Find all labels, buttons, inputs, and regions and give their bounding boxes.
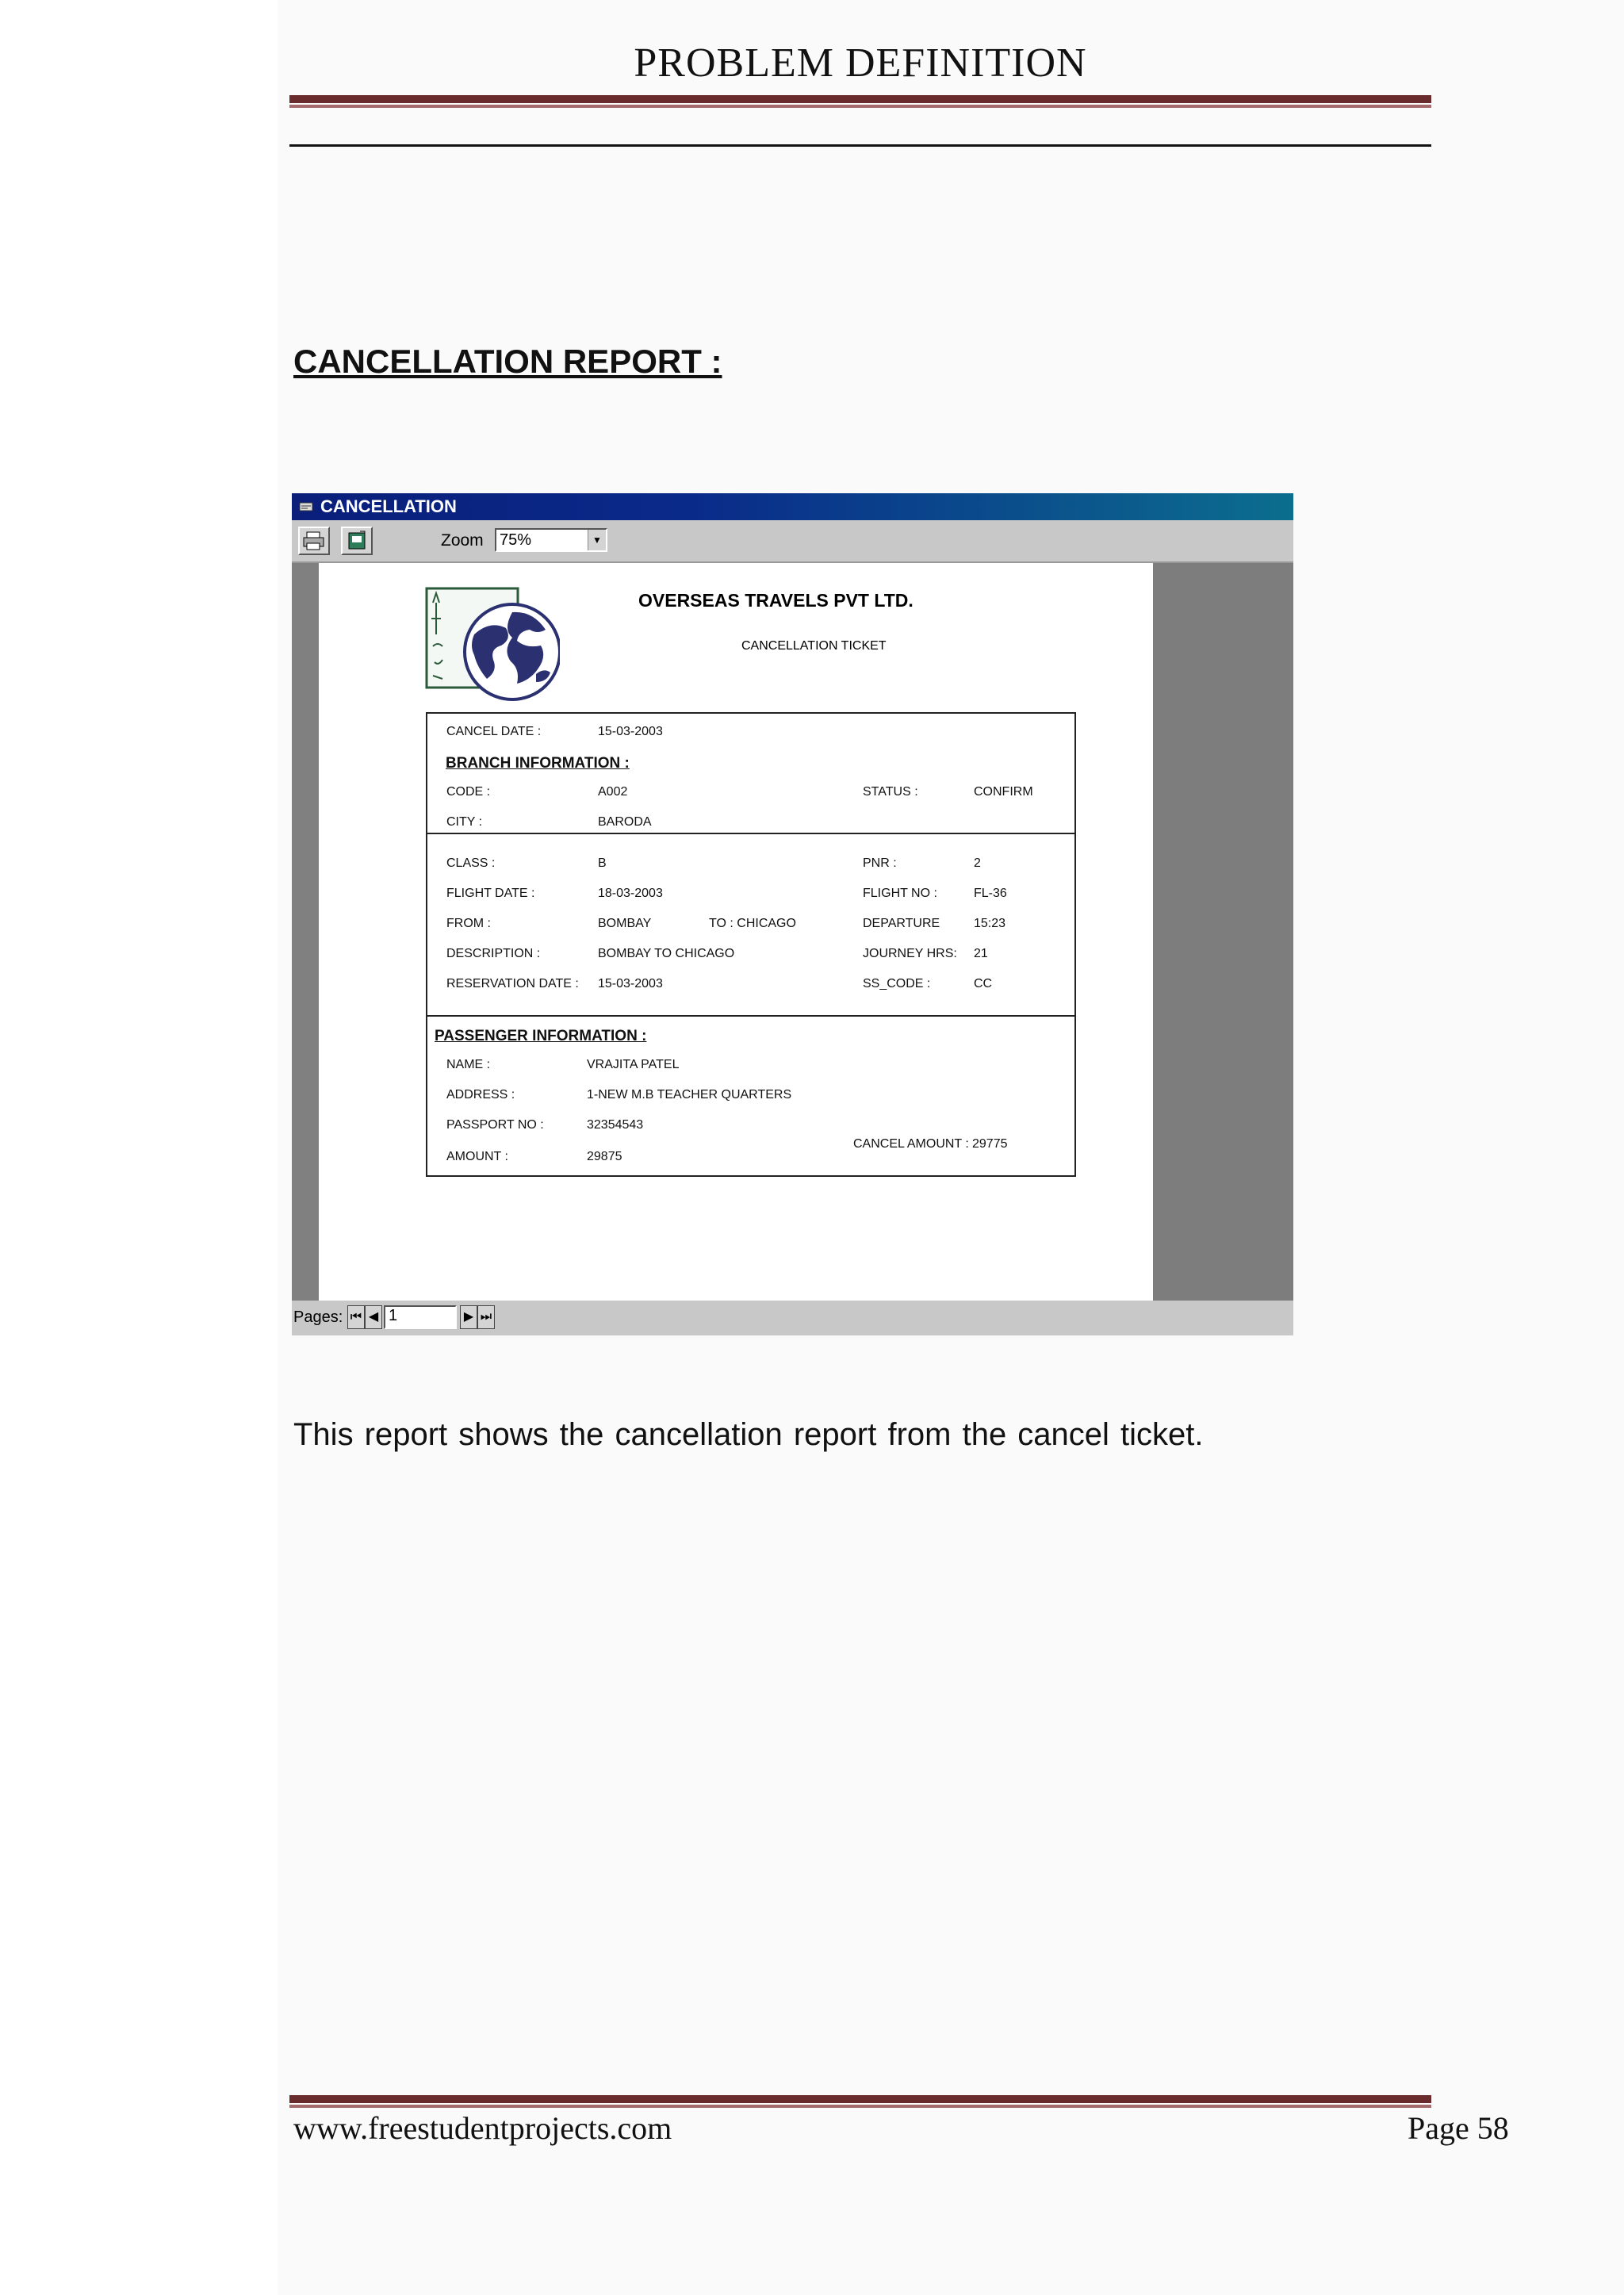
report-page bbox=[319, 563, 1153, 1301]
preview-side-panel bbox=[1153, 563, 1293, 1301]
description-value: BOMBAY TO CHICAGO bbox=[598, 947, 735, 960]
passport-value: 32354543 bbox=[587, 1118, 644, 1132]
journey-hrs-value: 21 bbox=[974, 947, 988, 960]
last-page-button[interactable]: ⏭ bbox=[477, 1305, 495, 1329]
code-label: CODE : bbox=[446, 785, 491, 799]
pnr-value: 2 bbox=[974, 856, 981, 870]
footer-page-number: Page 58 bbox=[1408, 2110, 1509, 2146]
ticket-details-box bbox=[426, 712, 1076, 1177]
header-rule-thin bbox=[289, 144, 1431, 147]
flight-date-value: 18-03-2003 bbox=[598, 887, 663, 900]
footer-website: www.freestudentprojects.com bbox=[293, 2110, 672, 2146]
passenger-info-heading: PASSENGER INFORMATION : bbox=[435, 1028, 647, 1044]
window-titlebar[interactable] bbox=[292, 493, 1293, 520]
status-label: STATUS : bbox=[863, 785, 918, 799]
print-button[interactable] bbox=[298, 527, 330, 555]
footer-rule-top bbox=[289, 2095, 1431, 2103]
export-icon bbox=[343, 528, 371, 554]
pages-label: Pages: bbox=[293, 1308, 343, 1326]
class-label: CLASS : bbox=[446, 856, 496, 870]
header-rule-top bbox=[289, 95, 1431, 103]
journey-hrs-label: JOURNEY HRS: bbox=[863, 947, 957, 960]
code-value: A002 bbox=[598, 785, 628, 799]
company-name: OVERSEAS TRAVELS PVT LTD. bbox=[638, 590, 914, 611]
export-button[interactable] bbox=[341, 527, 373, 555]
to-value: TO : CHICAGO bbox=[709, 917, 796, 930]
footer-rule-accent bbox=[289, 2105, 1431, 2108]
city-label: CITY : bbox=[446, 815, 483, 829]
amount-value: 29875 bbox=[587, 1150, 622, 1163]
reservation-date-label: RESERVATION DATE : bbox=[446, 977, 579, 990]
departure-value: 15:23 bbox=[974, 917, 1006, 930]
previous-page-button[interactable]: ◀ bbox=[365, 1305, 382, 1329]
flight-no-value: FL-36 bbox=[974, 887, 1007, 900]
departure-label: DEPARTURE bbox=[863, 917, 940, 930]
cancel-date-value: 15-03-2003 bbox=[598, 725, 663, 738]
city-value: BARODA bbox=[598, 815, 652, 829]
reservation-date-value: 15-03-2003 bbox=[598, 977, 663, 990]
amount-label: AMOUNT : bbox=[446, 1150, 508, 1163]
cancel-amount-label: CANCEL AMOUNT : bbox=[853, 1137, 969, 1151]
next-page-button[interactable]: ▶ bbox=[460, 1305, 477, 1329]
page-number-input[interactable]: 1 bbox=[384, 1305, 457, 1329]
from-value: BOMBAY bbox=[598, 917, 652, 930]
name-value: VRAJITA PATEL bbox=[587, 1058, 680, 1071]
address-value: 1-NEW M.B TEACHER QUARTERS bbox=[587, 1088, 792, 1102]
divider-passenger bbox=[426, 1015, 1076, 1017]
report-caption: This report shows the cancellation report from the cancel ticket. bbox=[293, 1417, 1204, 1452]
address-label: ADDRESS : bbox=[446, 1088, 515, 1102]
printer-icon bbox=[300, 528, 328, 554]
passport-label: PASSPORT NO : bbox=[446, 1118, 544, 1132]
ss-code-value: CC bbox=[974, 977, 993, 990]
branch-info-heading: BRANCH INFORMATION : bbox=[446, 755, 630, 772]
description-label: DESCRIPTION : bbox=[446, 947, 541, 960]
first-page-button[interactable]: ⏮ bbox=[347, 1305, 365, 1329]
zoom-select[interactable] bbox=[495, 528, 607, 552]
name-label: NAME : bbox=[446, 1058, 491, 1071]
zoom-value: 75% bbox=[500, 531, 532, 549]
toolbar bbox=[292, 520, 1293, 563]
flight-no-label: FLIGHT NO : bbox=[863, 887, 937, 900]
class-value: B bbox=[598, 856, 607, 870]
page-header-title: PROBLEM DEFINITION bbox=[634, 40, 1087, 86]
cancel-date-label: CANCEL DATE : bbox=[446, 725, 542, 738]
section-heading: CANCELLATION REPORT : bbox=[293, 343, 722, 380]
report-subtitle: CANCELLATION TICKET bbox=[741, 639, 887, 653]
window-title: CANCELLATION bbox=[320, 496, 457, 516]
flight-date-label: FLIGHT DATE : bbox=[446, 887, 535, 900]
divider-branch bbox=[426, 833, 1076, 834]
cancel-amount-value: 29775 bbox=[972, 1137, 1008, 1151]
status-value: CONFIRM bbox=[974, 785, 1033, 799]
globe-logo-icon bbox=[425, 587, 560, 706]
chevron-down-icon[interactable]: ▼ bbox=[588, 530, 606, 550]
app-icon bbox=[298, 500, 316, 514]
from-label: FROM : bbox=[446, 917, 491, 930]
status-bar bbox=[292, 1301, 1293, 1335]
preview-area bbox=[292, 563, 1293, 1301]
zoom-label: Zoom bbox=[441, 531, 484, 550]
report-window bbox=[292, 493, 1293, 1335]
header-rule-accent bbox=[289, 105, 1431, 108]
pnr-label: PNR : bbox=[863, 856, 897, 870]
ss-code-label: SS_CODE : bbox=[863, 977, 931, 990]
